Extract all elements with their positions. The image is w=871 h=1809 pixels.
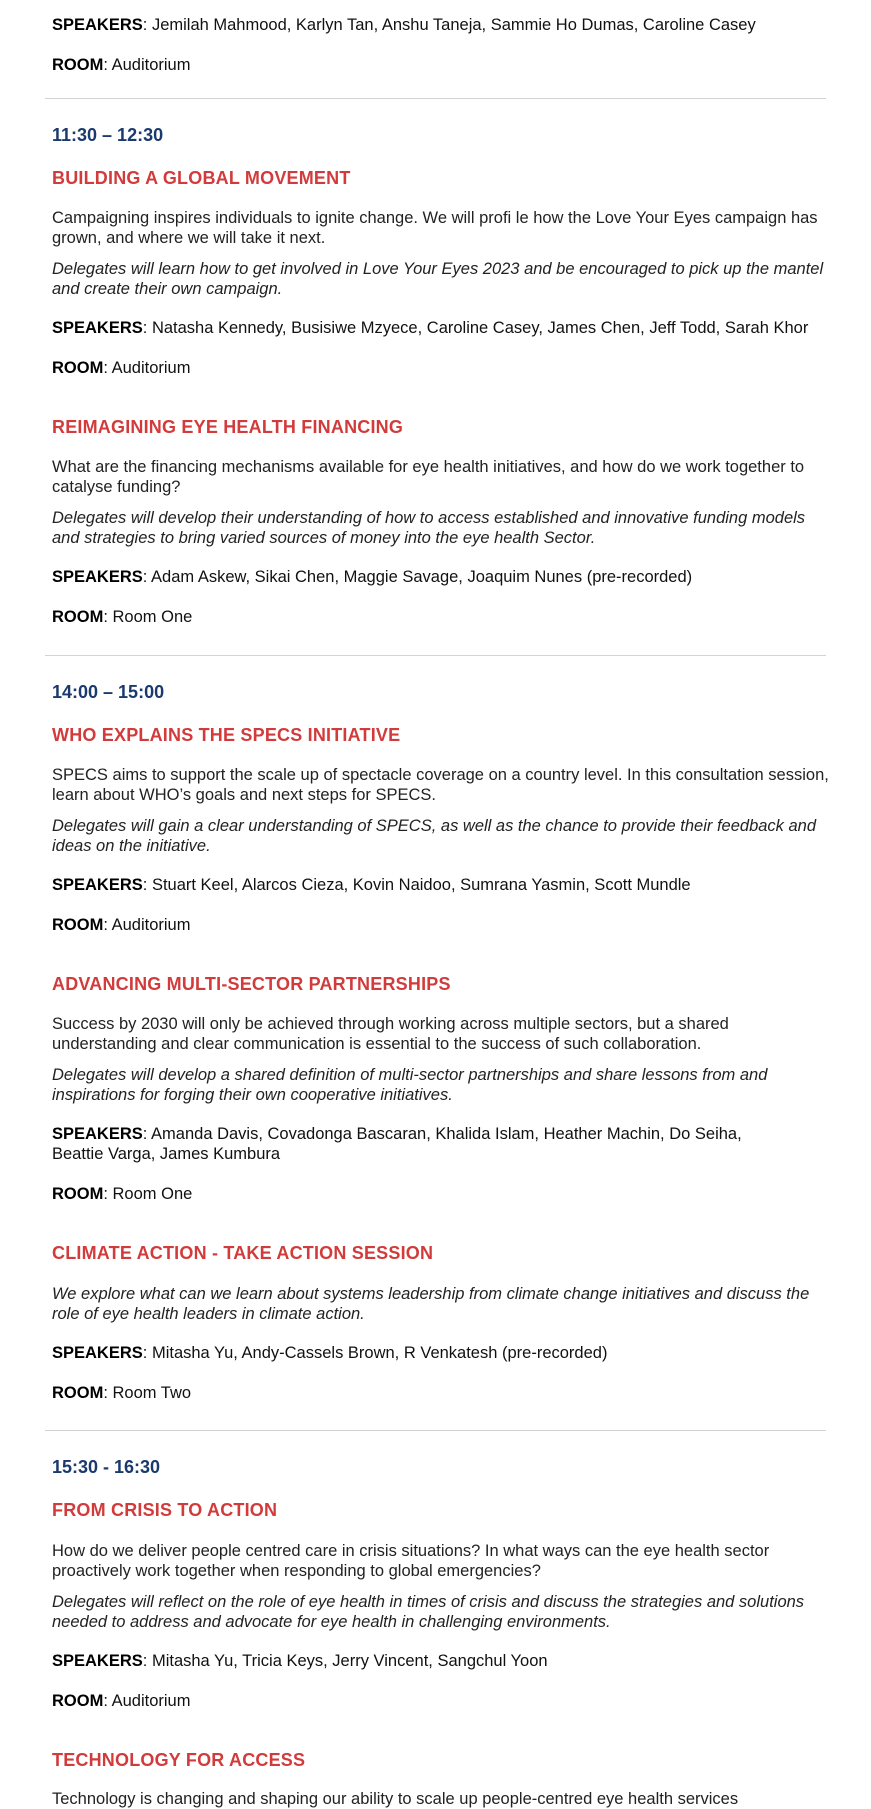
- session-outcome: Delegates will reflect on the role of eye health in times of crisis and discuss the strategies and solutions needed to address and advocate for eye health in challenging environments.: [52, 1593, 805, 1631]
- session-title: WHO EXPLAINS THE SPECS INITIATIVE: [52, 725, 401, 745]
- speakers-label: SPEAKERS: [52, 1652, 143, 1670]
- top-room: [52, 55, 842, 75]
- room-value: : Auditorium: [103, 56, 191, 74]
- session-room: [52, 1691, 842, 1711]
- top-speakers: [52, 15, 842, 35]
- speakers-list: : Mitasha Yu, Tricia Keys, Jerry Vincent, Sangchul Yoon: [142, 1652, 548, 1670]
- session-title: ADVANCING MULTI-SECTOR PARTNERSHIPS: [52, 974, 451, 994]
- room-label: ROOM: [52, 359, 104, 377]
- room-value: : Room Two: [103, 1384, 192, 1402]
- divider: [45, 1430, 826, 1431]
- speakers-list: : Mitasha Yu, Andy-Cassels Brown, R Venkatesh (pre-recorded): [142, 1344, 608, 1362]
- speakers-list: : Jemilah Mahmood, Karlyn Tan, Anshu Taneja, Sammie Ho Dumas, Caroline Casey: [142, 16, 756, 34]
- room-label: ROOM: [52, 608, 104, 626]
- session-outcome: Delegates will develop a shared definition of multi-sector partnerships and share lessons from and inspirations for forging their own cooperative initiatives.: [52, 1066, 768, 1104]
- session-title: BUILDING A GLOBAL MOVEMENT: [52, 168, 351, 188]
- session-outcome: Delegates will learn how to get involved in Love Your Eyes 2023 and be encouraged to pick up the mantel and create their own campaign.: [52, 260, 824, 298]
- speakers-label: SPEAKERS: [52, 16, 143, 34]
- session-description: SPECS aims to support the scale up of spectacle coverage on a country level. In this consultation session, learn about WHO’s goals and next steps for SPECS.: [52, 766, 829, 804]
- time-slot: 11:30 – 12:30: [52, 125, 164, 145]
- room-label: ROOM: [52, 916, 104, 934]
- session-title: CLIMATE ACTION - TAKE ACTION SESSION: [52, 1243, 434, 1263]
- session-room: [52, 358, 842, 378]
- room-value: : Room One: [103, 1185, 193, 1203]
- room-value: : Auditorium: [103, 916, 191, 934]
- speakers-list: : Natasha Kennedy, Busisiwe Mzyece, Caroline Casey, James Chen, Jeff Todd, Sarah Khor: [142, 319, 809, 337]
- speakers-list: : Amanda Davis, Covadonga Bascaran, Khalida Islam, Heather Machin, Do Seiha, Beattie Varga, James Kumbura: [52, 1125, 742, 1163]
- session-speakers: [52, 1124, 772, 1164]
- session-room: [52, 1383, 842, 1403]
- session-room: [52, 607, 842, 627]
- room-value: : Auditorium: [103, 359, 191, 377]
- session-description: What are the financing mechanisms available for eye health initiatives, and how do we work together to catalyse funding?: [52, 458, 805, 496]
- session-description: Campaigning inspires individuals to ignite change. We will profi le how the Love Your Eyes campaign has grown, and where we will take it next.: [52, 209, 818, 247]
- session-speakers: [52, 567, 842, 587]
- divider: [45, 655, 826, 656]
- room-label: ROOM: [52, 1185, 104, 1203]
- room-label: ROOM: [52, 1384, 104, 1402]
- room-label: ROOM: [52, 56, 104, 74]
- session-description: How do we deliver people centred care in crisis situations? In what ways can the eye health sector proactively work together when responding to global emergencies?: [52, 1542, 770, 1580]
- session-room: [52, 1184, 842, 1204]
- session-room: [52, 915, 842, 935]
- session-description: Technology is changing and shaping our ability to scale up people-centred eye health services: [52, 1790, 739, 1808]
- speakers-list: : Stuart Keel, Alarcos Cieza, Kovin Naidoo, Sumrana Yasmin, Scott Mundle: [142, 876, 691, 894]
- speakers-label: SPEAKERS: [52, 876, 143, 894]
- session-outcome: Delegates will develop their understanding of how to access established and innovative funding models and strategies to bring varied sources of money into the eye health Sector.: [52, 509, 806, 547]
- time-slot: 15:30 - 16:30: [52, 1457, 161, 1477]
- time-slot: 14:00 – 15:00: [52, 682, 165, 702]
- session-description: Success by 2030 will only be achieved through working across multiple sectors, but a shared understanding and clear communication is essential to the success of such collaboration.: [52, 1015, 729, 1053]
- session-outcome: Delegates will gain a clear understanding of SPECS, as well as the chance to provide their feedback and ideas on the initiative.: [52, 817, 817, 855]
- session-outcome: We explore what can we learn about systems leadership from climate change initiatives and discuss the role of eye health leaders in climate action.: [52, 1285, 810, 1323]
- session-speakers: [52, 318, 842, 338]
- speakers-label: SPEAKERS: [52, 1344, 143, 1362]
- speakers-label: SPEAKERS: [52, 1125, 143, 1143]
- session-title: REIMAGINING EYE HEALTH FINANCING: [52, 417, 404, 437]
- speakers-list: : Adam Askew, Sikai Chen, Maggie Savage, Joaquim Nunes (pre-recorded): [142, 568, 693, 586]
- session-speakers: [52, 1343, 842, 1363]
- speakers-label: SPEAKERS: [52, 319, 143, 337]
- session-speakers: [52, 875, 842, 895]
- room-value: : Room One: [103, 608, 193, 626]
- speakers-label: SPEAKERS: [52, 568, 143, 586]
- session-title: TECHNOLOGY FOR ACCESS: [52, 1750, 306, 1770]
- session-speakers: [52, 1651, 842, 1671]
- room-label: ROOM: [52, 1692, 104, 1710]
- divider: [45, 98, 826, 99]
- room-value: : Auditorium: [103, 1692, 191, 1710]
- session-title: FROM CRISIS TO ACTION: [52, 1500, 278, 1520]
